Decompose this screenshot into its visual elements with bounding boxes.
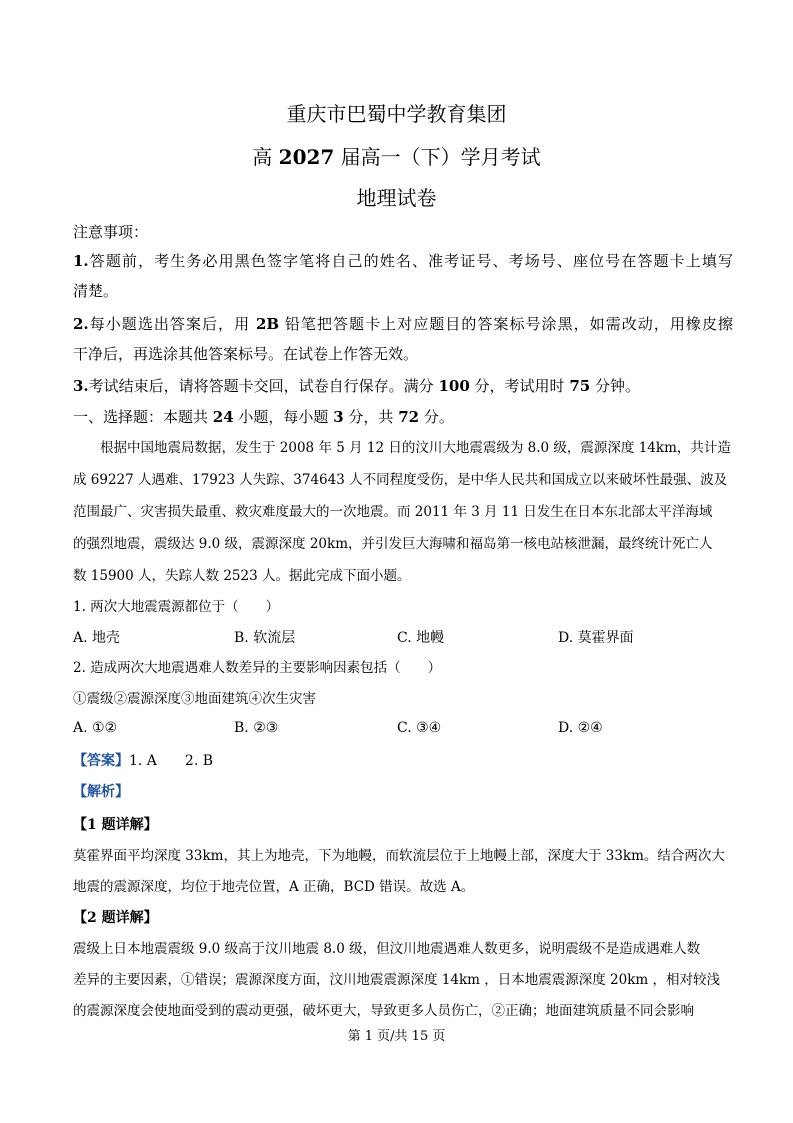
notice-item-3-text-b: 分，考试用时: [469, 377, 570, 395]
notice-item-1-num: 1.: [73, 252, 89, 270]
detail-2-line-3: 的震源深度会使地面受到的震动更强，破坏更大，导致更多人员伤亡，②正确；地面建筑质量不同会影响: [73, 1003, 694, 1019]
q1-option-c: C. 地幔: [397, 630, 445, 646]
section-each-score: 3: [333, 408, 344, 426]
detail-1-line-2: 地震的震源深度，均位于地壳位置，A 正确，BCD 错误。故选 A。: [73, 879, 475, 895]
q2-option-a: A. ①②: [73, 720, 118, 736]
school-name: 重庆市巴蜀中学教育集团: [286, 102, 507, 126]
section-total-score: 72: [398, 408, 420, 426]
page-footer: 第 1 页/共 15 页: [347, 1029, 446, 1044]
notice-item-2-text-a: 每小题选出答案后，用: [88, 315, 256, 333]
q2-option-b: B. ②③: [234, 720, 279, 736]
detail-2-line-2: 差异的主要因素，①错误；震源深度方面，汶川地震震源深度 14km ，日本地震震源深度 20km ，相对较浅: [73, 972, 720, 988]
notice-item-3-num: 3.: [73, 377, 89, 395]
notice-title: 注意事项：: [73, 223, 149, 241]
q1-option-b: B. 软流层: [234, 630, 296, 646]
notice-item-3-text-a: 考试结束后，请将答题卡交回，试卷自行保存。满分: [88, 377, 439, 395]
q2-option-c: C. ③④: [397, 720, 442, 736]
passage-line-4: 的强烈地震，震级达 9.0 级，震源深度 20km，并引发巨大海啸和福岛第一核电站核泄漏，最终统计死亡人: [73, 536, 713, 552]
notice-item-2-text-b: 铅笔把答题卡上对应题目的答案标号涂黑，如需改动，用橡皮擦: [279, 315, 733, 333]
q1-stem: 1. 两次大地震震源都位于（ ）: [73, 599, 280, 615]
exam-title-suffix: 届高一（下）学月考试: [334, 145, 541, 169]
answer-text: 1. A 2. B: [129, 753, 214, 769]
passage-line-2: 成 69227 人遇难、17923 人失踪、374643 人不同程度受伤，是中华人民共和国成立以来破坏性最强、波及: [73, 472, 728, 488]
notice-item-1-cont: 清楚。: [73, 282, 119, 300]
section-title-b: 小题，每小题: [233, 408, 334, 426]
section-count: 24: [212, 408, 234, 426]
notice-item-3-time: 75: [569, 377, 591, 395]
answer-line: [73, 751, 733, 771]
q2-stem: 2. 造成两次大地震遇难人数差异的主要影响因素包括（ ）: [73, 660, 442, 676]
detail-1-line-1: 莫霍界面平均深度 33km，其上为地壳，下为地幔，而软流层位于上地幔上部，深度大于 33km。结合两次大: [73, 848, 725, 864]
exam-year: 2027: [278, 145, 335, 169]
passage-line-1: 根据中国地震局数据，发生于 2008 年 5 月 12 日的汶川大地震震级为 8.0 级，震源深度 14km，共计造: [100, 440, 731, 456]
section-title-a: 一、选择题：本题共: [73, 408, 213, 426]
notice-item-3-score: 100: [438, 377, 470, 395]
exam-title-prefix: 高: [252, 145, 279, 169]
answer-label: 【答案】: [73, 753, 129, 769]
detail-2-line-1: 震级上日本地震震级 9.0 级高于汶川地震 8.0 级，但汶川地震遇难人数更多，说明震级不是造成遇难人数: [73, 941, 701, 957]
q2-items: ①震级②震源深度③地面建筑④次生灾害: [73, 691, 316, 707]
q1-option-d: D. 莫霍界面: [558, 630, 634, 646]
analysis-label: 【解析】: [73, 784, 129, 800]
section-title-d: 分。: [419, 408, 454, 426]
passage-line-3: 范围最广、灾害损失最重、救灾难度最大的一次地震。而 2011 年 3 月 11 日发生在日本东北部太平洋海域: [73, 504, 713, 520]
passage-line-5: 数 15900 人，失踪人数 2523 人。据此完成下面小题。: [73, 568, 411, 584]
detail-1-label: 【1 题详解】: [73, 817, 158, 833]
detail-2-label: 【2 题详解】: [73, 910, 158, 926]
notice-item-2-num: 2.: [73, 315, 89, 333]
notice-item-2: [73, 314, 733, 334]
section-title-c: 分，共: [343, 408, 399, 426]
notice-item-3: [73, 376, 733, 396]
notice-item-1-text: 答题前，考生务必用黑色签字笔将自己的姓名、准考证号、考场号、座位号在答题卡上填写: [88, 252, 733, 270]
subject-title: 地理试卷: [356, 186, 437, 210]
q1-option-a: A. 地壳: [73, 630, 121, 646]
section-title: [73, 407, 733, 427]
q2-option-d: D. ②④: [558, 720, 603, 736]
exam-title: [0, 141, 793, 170]
notice-item-2-bold: 2B: [255, 315, 280, 333]
notice-item-3-text-c: 分钟。: [590, 377, 640, 395]
notice-item-1: [73, 251, 733, 271]
notice-item-2-cont: 干净后，再选涂其他答案标号。在试卷上作答无效。: [73, 345, 419, 363]
